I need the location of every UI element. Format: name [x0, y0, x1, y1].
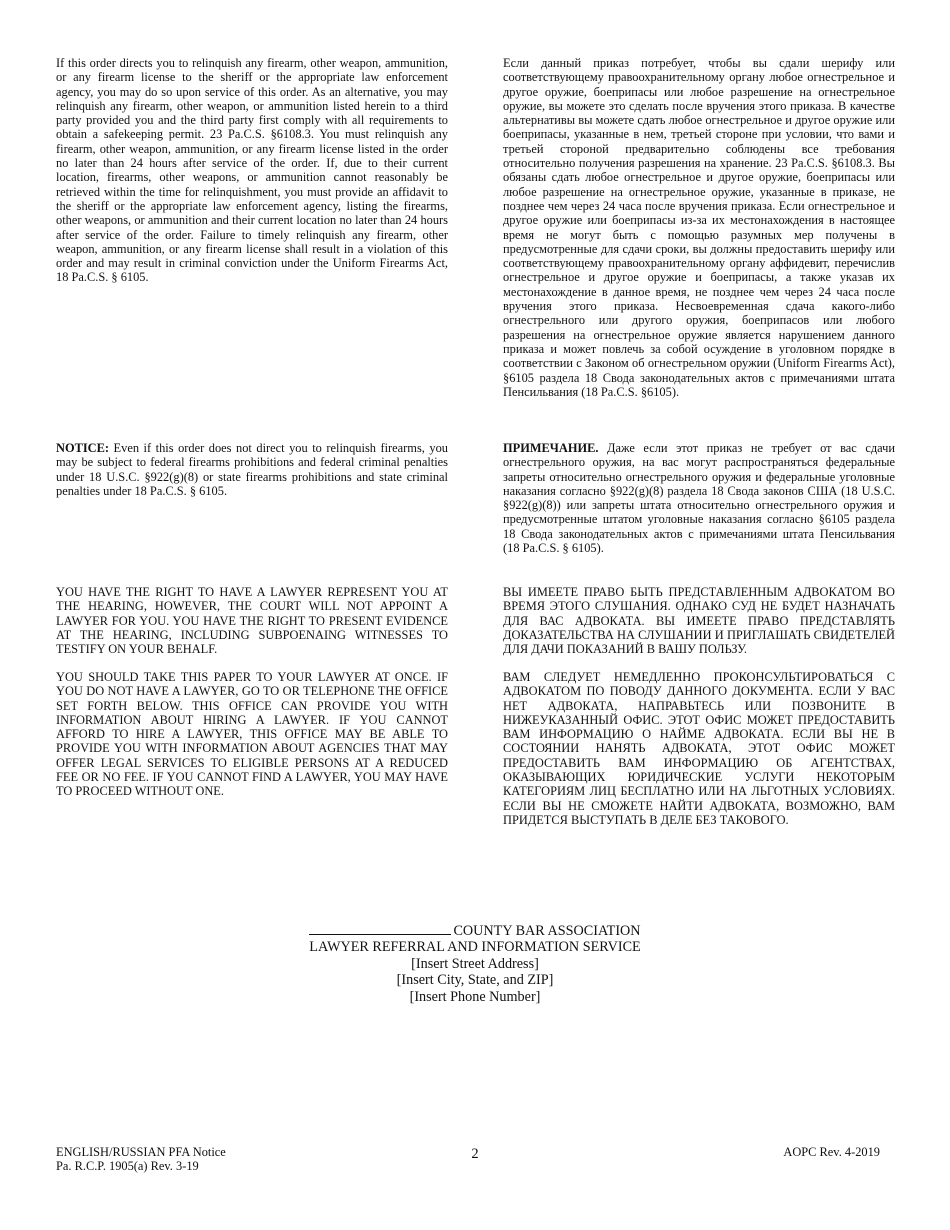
en-notice-paragraph [56, 441, 448, 498]
street-address-placeholder: [Insert Street Address] [411, 955, 539, 972]
form-title: ENGLISH/RUSSIAN PFA Notice [56, 1145, 226, 1159]
ru-notice-paragraph [503, 441, 895, 555]
city-state-zip-placeholder: [Insert City, State, and ZIP] [396, 972, 554, 989]
en-firearm-relinquish-paragraph: If this order directs you to relinquish any firearm, other weapon, ammunition, or any firearm license to the sheriff or the appropriate law enforcement agency, you may do so upon service of this order. As an alternative, you may relinquish any firearm, other weapon, or ammunition listed herein to a third party provided you and the third party first comply with all requirements to obtain a safekeeping permit. 23 Pa.C.S. §6108.3. You must relinquish any firearm, other weapon, ammunition, or any firearm license listed in the order no later than 24 hours after service of the order. If, due to their current location, firearms, other weapons, or ammunition cannot reasonably be retrieved within the time for relinquishment, you must provide an affidavit to the sheriff or the appropriate law enforcement agency, listing the firearms, other weapons, or ammunition and their current location no later than 24 hours after service of the order. Failure to timely relinquish any firearm, other weapon, ammunition, or any firearm license shall result in a violation of this order and may result in criminal conviction under the Uniform Firearms Act, 18 Pa.C.S. § 6105. [56, 56, 448, 285]
rule-reference: Pa. R.C.P. 1905(a) Rev. 3-19 [56, 1159, 199, 1174]
en-notice-text: Even if this order does not direct you to relinquish firearms, you may be subject to federal firearms prohibitions and federal criminal penalties under 18 U.S.C. §922(g)(8) or state firearms prohibitions and state criminal penalties under 18 Pa.C.S. § 6105. [56, 441, 448, 498]
bar-association-line [0, 922, 950, 939]
en-right-to-lawyer-paragraph: YOU HAVE THE RIGHT TO HAVE A LAWYER REPRESENT YOU AT THE HEARING, HOWEVER, THE COURT WILL NOT APPOINT A LAWYER FOR YOU. YOU HAVE THE RIGHT TO PRESENT EVIDENCE AT THE HEARING, INCLUDING SUBPOENAING WITNESSES TO TESTIFY ON YOUR BEHALF. [56, 585, 448, 657]
county-blank-line [309, 922, 451, 935]
lawyer-referral-service-label: LAWYER REFERRAL AND INFORMATION SERVICE [309, 939, 641, 956]
ru-notice-text: Даже если этот приказ не требует от вас сдачи огнестрельного оружия, на вас могут распространяться федеральные запреты относительно огнестрельного оружия и федеральные уголовные наказания согласно §922(g)(8) раздела 18 Свода законов США (18 U.S.C. §922(g)(8)) или запреты штата относительно огнестрельного оружия и предусмотренные штатом уголовные наказания согласно §6105 раздела 18 Свода законодательных актов с примечаниями штата Пенсильвания (18 Pa.C.S. § 6105). [503, 441, 895, 556]
aopc-revision: AOPC Rev. 4-2019 [783, 1145, 880, 1159]
ru-firearm-relinquish-paragraph: Если данный приказ потребует, чтобы вы сдали шерифу или соответствующему правоохранительному органу любое огнестрельное и другое оружие, боеприпасы или любое разрешение на огнестрельное оружие, вы можете это сделать после вручения этого приказа. В качестве альтернативы вы можете сдать любое огнестрельное и другое оружие или боеприпасы, указанные в нем, третьей стороне при условии, что вами и третьей стороной предварительно соблюдены все требования относительно получения разрешения на хранение. 23 Pa.C.S. §6108.3. Вы обязаны сдать любое огнестрельное и другое оружие, боеприпасы или любое разрешение на огнестрельное оружие, указанные в приказе, не позднее чем через 24 часа после вручения приказа. Если огнестрельное и другое оружие или боеприпасы из-за их местонахождения в настоящее время не могут быть с помощью разумных мер получены в предусмотренные для сдачи сроки, вы должны предоставить шерифу или соответствующему правоохранительному органу аффидевит, перечислив огнестрельное и другое оружие и боеприпасы, а также указав их местонахождение в данное время, не позднее чем через 24 часа после вручения этого приказа. Несвоевременная сдача какого-либо огнестрельного или другого оружия, боеприпасов или любого разрешения на огнестрельное оружие является нарушением данного приказа и может повлечь за собой осуждение в уголовном порядке в соответствии с Законом об огнестрельном оружии (Uniform Firearms Act), §6105 раздела 18 Свода законодательных актов с примечаниями штата Пенсильвания (18 Pa.C.S. §6105). [503, 56, 895, 399]
en-notice-label: NOTICE: [56, 441, 110, 455]
phone-number-placeholder: [Insert Phone Number] [409, 988, 541, 1005]
en-take-paper-to-lawyer-paragraph: YOU SHOULD TAKE THIS PAPER TO YOUR LAWYER AT ONCE. IF YOU DO NOT HAVE A LAWYER, GO TO OR TELEPHONE THE OFFICE SET FORTH BELOW. THIS OFFICE CAN PROVIDE YOU WITH INFORMATION ABOUT HIRING A LAWYER. IF YOU CANNOT AFFORD TO HIRE A LAWYER, THIS OFFICE MAY BE ABLE TO PROVIDE YOU WITH INFORMATION ABOUT AGENCIES THAT MAY OFFER LEGAL SERVICES TO ELIGIBLE PERSONS AT A REDUCED FEE OR NO FEE. IF YOU CANNOT FIND A LAWYER, YOU MAY HAVE TO PROCEED WITHOUT ONE. [56, 670, 448, 799]
bar-association-block [0, 922, 950, 1005]
ru-notice-label: ПРИМЕЧАНИЕ. [503, 441, 599, 455]
page-number: 2 [471, 1146, 479, 1162]
ru-right-to-lawyer-paragraph: ВЫ ИМЕЕТЕ ПРАВО БЫТЬ ПРЕДСТАВЛЕННЫМ АДВОКАТОМ ВО ВРЕМЯ ЭТОГО СЛУШАНИЯ. ОДНАКО СУД НЕ БУДЕТ НАЗНАЧАТЬ ДЛЯ ВАС АДВОКАТА. ВЫ ИМЕЕТЕ ПРАВО ПРЕДСТАВЛЯТЬ ДОКАЗАТЕЛЬСТВА НА СЛУШАНИИ И ПРИГЛАШАТЬ СВИДЕТЕЛЕЙ ДЛЯ ДАЧИ ПОКАЗАНИЙ В ВАШУ ПОЛЬЗУ. [503, 585, 895, 657]
ru-take-paper-to-lawyer-paragraph: ВАМ СЛЕДУЕТ НЕМЕДЛЕННО ПРОКОНСУЛЬТИРОВАТЬСЯ С АДВОКАТОМ ПО ПОВОДУ ДАННОГО ДОКУМЕНТА. ЕСЛИ У ВАС НЕТ АДВОКАТА, НАПРАВЬТЕСЬ ИЛИ ПОЗВОНИТЕ В НИЖЕУКАЗАННЫЙ ОФИС. ЭТОТ ОФИС МОЖЕТ ПРЕДОСТАВИТЬ ВАМ ИНФОРМАЦИЮ О НАЙМЕ АДВОКАТА. ЕСЛИ ВЫ НЕ В СОСТОЯНИИ НАНЯТЬ АДВОКАТА, ЭТОТ ОФИС МОЖЕТ ПРЕДОСТАВИТЬ ВАМ ИНФОРМАЦИЮ ОБ АГЕНТСТВАХ, ОКАЗЫВАЮЩИХ ЮРИДИЧЕСКИЕ УСЛУГИ НЕКОТОРЫМ КАТЕГОРИЯМ ЛИЦ БЕСПЛАТНО ИЛИ НА ЛЬГОТНЫХ УСЛОВИЯХ. ЕСЛИ ВЫ НЕ СМОЖЕТЕ НАЙТИ АДВОКАТА, ВОЗМОЖНО, ВАМ ПРИДЕТСЯ ВЫСТУПАТЬ В ДЕЛЕ БЕЗ ТАКОВОГО. [503, 670, 895, 827]
county-bar-association-label: COUNTY BAR ASSOCIATION [453, 923, 641, 939]
